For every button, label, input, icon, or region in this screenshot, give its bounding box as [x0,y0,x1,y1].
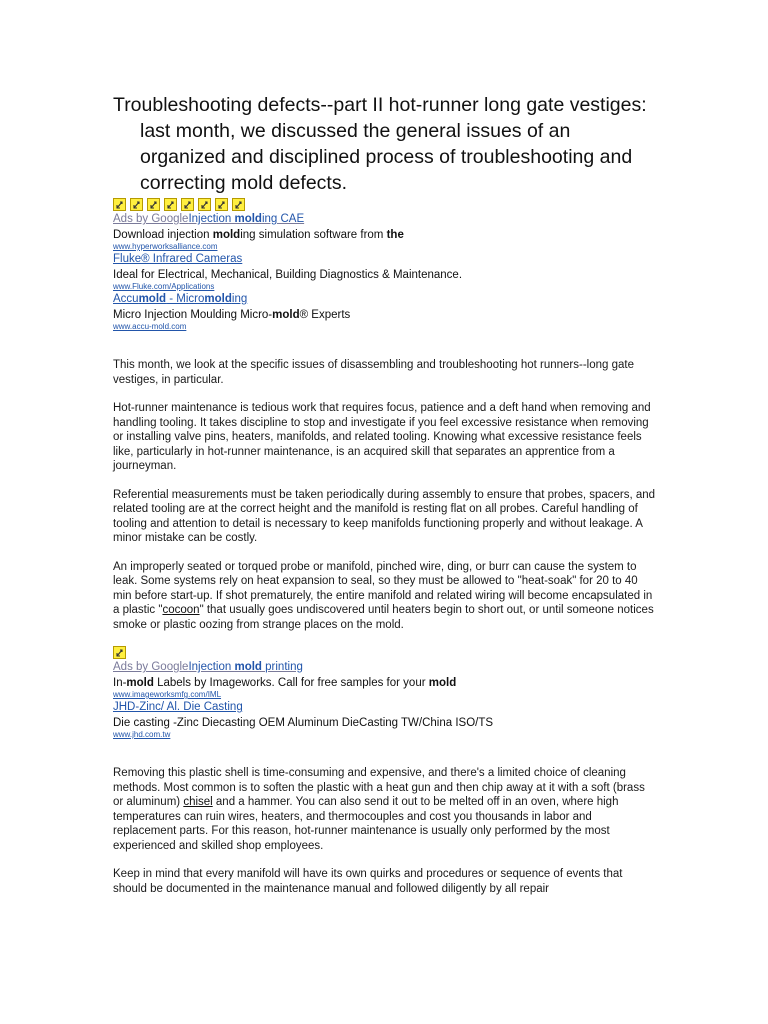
ad-link-icon[interactable] [113,646,126,659]
ad-url[interactable]: www.jhd.com.tw [113,730,171,739]
ad-description: Micro Injection Moulding Micro-mold® Experts [113,308,351,321]
ad-url[interactable]: www.imageworksmfg.com/IML [113,690,222,699]
paragraph: Referential measurements must be taken periodically during assembly to ensure that probes, spacers, and related tooling are at the correct height and the manifold is resting flat on all probes. Careful handling of tooling and attention to detail is necessary to keep manifolds functioning properly and without leakage. A minor mistake can be costly. [113,488,656,544]
ads-block-1 [113,213,658,332]
ad-title-link[interactable]: Fluke® Infrared Cameras [113,253,243,265]
ad-link-icon[interactable] [181,198,194,211]
ad-link-icon[interactable] [164,198,177,211]
ad-description: Die casting -Zinc Diecasting OEM Aluminum DieCasting TW/China ISO/TS [113,716,494,729]
ad-link-icon[interactable] [130,198,143,211]
paragraph: Hot-runner maintenance is tedious work that requires focus, patience and a deft hand when removing and handling tooling. It takes discipline to stop and investigate if you feel excessive resistance when removing or installing valve pins, heaters, manifolds, and related tooling. Knowing what excessive resistance feels like, particularly in hot-runner maintenance, is an acquired skill that separates an apprentice from a journeyman. [113,402,651,472]
ad-icon-row-2 [113,646,253,659]
ad-icon-row-1 [113,198,253,211]
ad-link-icon[interactable] [147,198,160,211]
ad-title-link[interactable]: JHD-Zinc/ Al. Die Casting [113,701,243,713]
chisel-link[interactable]: chisel [183,796,213,808]
ads-header[interactable]: Ads by GoogleInjection molding CAE [113,213,305,225]
ad-url[interactable]: www.hyperworksalliance.com [113,242,218,251]
ad-description: Download injection molding simulation software from the [113,228,404,241]
paragraph: Keep in mind that every manifold will have its own quirks and procedures or sequence of events that should be documented in the maintenance manual and followed diligently by all repair [113,868,623,895]
ad-url[interactable]: www.Fluke.com/Applications [113,282,215,291]
paragraph: Removing this plastic shell is time-consuming and expensive, and there's a limited choice of cleaning methods. Most common is to soften the plastic with a heat gun and then chip away at it with a soft (brass or aluminum) chisel and a hammer. You can also send it out to be melted off in an oven, where high temperatures can ruin wires, heaters, and thermocouples and cost you thousands in labor and replacement parts. For this reason, hot-runner maintenance is usually only performed by the most experienced and skilled shop employees. [113,767,645,852]
paragraph: An improperly seated or torqued probe or manifold, pinched wire, ding, or burr can cause the system to leak. Some systems rely on heat expansion to seal, so they must be allowed to "heat-soak" for 20 to 40 min before start-up. If shot prematurely, the entire manifold and related wiring will become encapsulated in a plastic "cocoon" that usually goes undiscovered until heaters begin to short out, or until someone notices smoke or plastic oozing from strange places on the mold. [113,560,654,631]
ad-description: In-mold Labels by Imageworks. Call for free samples for your mold [113,676,457,689]
cocoon-link[interactable]: cocoon [162,604,200,616]
ad-url[interactable]: www.accu-mold.com [113,322,187,331]
ad-title-link[interactable]: Accumold - Micromolding [113,293,248,305]
ad-link-icon[interactable] [232,198,245,211]
ad-description: Ideal for Electrical, Mechanical, Building Diagnostics & Maintenance. [113,268,463,281]
ads-header[interactable]: Ads by GoogleInjection mold printing [113,661,303,673]
article-title: Troubleshooting defects--part II hot-runner long gate vestiges: last month, we discussed the general issues of an organized and disciplined process of troubleshooting and correcting mold defects. [113,94,647,194]
ad-link-icon[interactable] [215,198,228,211]
paragraph: This month, we look at the specific issues of disassembling and troubleshooting hot runners--long gate vestiges, in particular. [113,359,634,386]
article [113,92,658,910]
ad-link-icon[interactable] [198,198,211,211]
ad-link-icon[interactable] [113,198,126,211]
ads-block-2 [113,661,658,740]
